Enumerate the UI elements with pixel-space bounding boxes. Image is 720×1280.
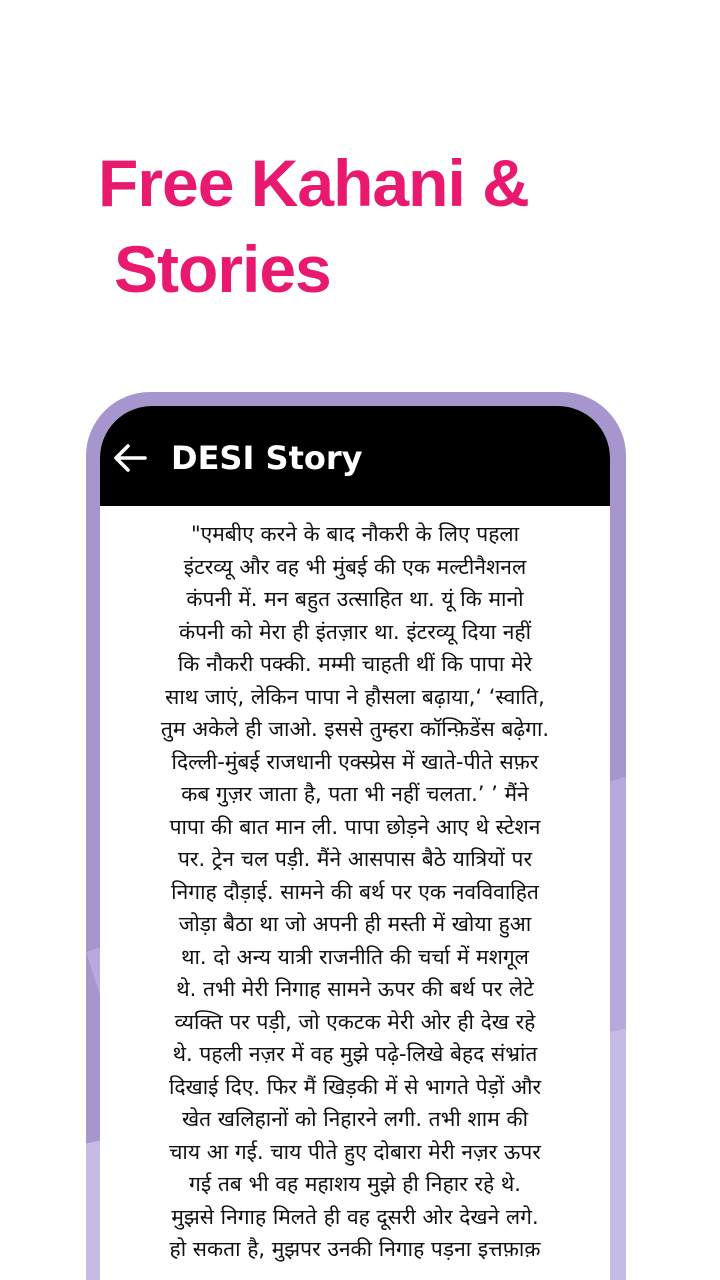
promo-headline [98, 140, 529, 312]
arrow-left-icon [112, 443, 148, 473]
story-line: साथ जाएं, लेकिन पापा ने हौसला बढ़ाया,‘ ‘स्वाति, [165, 684, 545, 709]
story-line: गई तब भी वह महाशय मुझे ही निहार रहे थे. [189, 1172, 521, 1196]
story-line: चाय आ गई. चाय पीते हुए दोबारा मेरी नज़र ऊपर [169, 1139, 541, 1164]
story-line: था. दो अन्य यात्री राजनीति की चर्चा में मशगूल [181, 944, 529, 969]
story-line: "एमबीए करने के बाद नौकरी के लिए पहला [190, 522, 520, 546]
story-line: इंटरव्यू और वह भी मुंबई की एक मल्टीनैशनल [183, 554, 527, 579]
story-line: पर. ट्रेन चल पड़ी. मैंने आसपास बैठे यात्रियों पर [177, 847, 533, 871]
story-line: दिखाई दिए. फिर मैं खिड़की में से भागते पेड़ों और [168, 1074, 542, 1099]
headline-line-2: Stories [114, 232, 331, 306]
headline-line-1: Free Kahani & [98, 146, 529, 220]
story-line: दिल्ली-मुंबई राजधानी एक्स्प्रेस में खाते-पीते सफ़र [171, 749, 539, 774]
story-line: हो सकता है, मुझपर उनकी निगाह पड़ना इत्तफ़ाक़ [169, 1237, 541, 1261]
story-line: खेत खलिहानों को निहारने लगी. तभी शाम की [181, 1107, 529, 1131]
back-button[interactable] [108, 436, 152, 480]
story-line: तुम अकेले ही जाओ. इससे तुम्हरा कॉन्फ़िडेंस बढ़ेगा. [160, 717, 550, 741]
story-line: कब गुज़र जाता है, पता भी नहीं चलता.’ ’ मैंने [181, 782, 529, 806]
app-bar [100, 406, 610, 506]
phone-frame [86, 392, 626, 1280]
story-line: जोड़ा बैठा था जो अपनी ही मस्ती में खोया हुआ [178, 912, 532, 936]
story-line: कंपनी को मेरा ही इंतज़ार था. इंटरव्यू दिया नहीं [178, 619, 532, 644]
story-text [106, 518, 604, 1266]
story-line: थे. पहली नज़र में वह मुझे पढ़े-लिखे बेहद संभ्रांत [172, 1042, 538, 1066]
app-bar-title: DESI Story [171, 439, 363, 477]
story-line: मुझसे निगाह मिलते ही वह दूसरी ओर देखने लगे. [171, 1204, 539, 1229]
phone-screen [100, 406, 610, 1280]
story-line: पापा की बात मान ली. पापा छोड़ने आए थे स्टेशन [169, 814, 541, 839]
story-line: व्यक्ति पर पड़ी, जो एकटक मेरी ओर ही देख रहे [174, 1009, 536, 1034]
story-line: कि नौकरी पक्की. मम्मी चाहती थीं कि पापा मेरे [177, 652, 533, 676]
story-line: निगाह दौड़ाई. सामने की बर्थ पर एक नवविवाहित [171, 879, 539, 904]
story-line: थे. तभी मेरी निगाह सामने ऊपर की बर्थ पर लेटे [176, 977, 534, 1001]
story-line: कंपनी में. मन बहुत उत्साहित था. यूं कि मानो [186, 587, 524, 611]
